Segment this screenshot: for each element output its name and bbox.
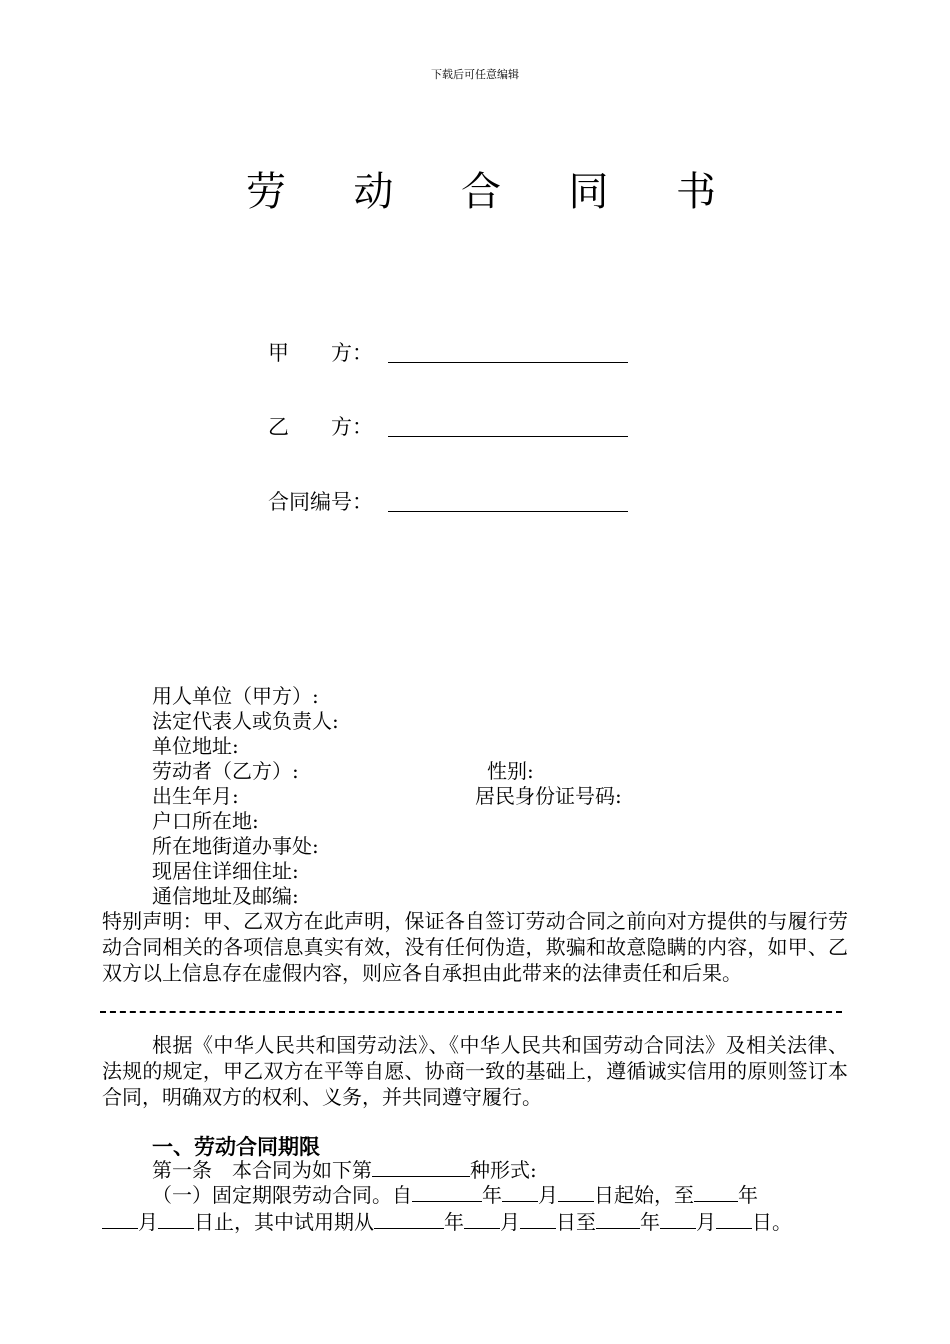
term-text: 月 <box>138 1210 158 1234</box>
party-b-label: 乙 方： <box>268 415 373 439</box>
term-text: （一）固定期限劳动合同。自 <box>152 1183 412 1207</box>
document-title <box>246 160 716 217</box>
address-field: 单位地址: <box>152 734 239 758</box>
title-char: 劳 <box>246 169 286 215</box>
section-heading: 一、劳动合同期限 <box>152 1134 320 1159</box>
end-day-blank[interactable] <box>158 1210 194 1229</box>
probation-end-month-blank[interactable] <box>660 1210 696 1229</box>
probation-end-year-blank[interactable] <box>596 1210 640 1229</box>
end-month-blank[interactable] <box>102 1210 138 1229</box>
contract-no-blank[interactable] <box>388 510 628 512</box>
residence-field: 现居住详细住址: <box>152 859 299 883</box>
employer-field: 用人单位（甲方）: <box>152 684 319 708</box>
preamble-paragraph: 根据《中华人民共和国劳动法》、《中华人民共和国劳动合同法》及相关法律、法规的规定，甲乙双方在平等自愿、协商一致的基础上，遵循诚实信用的原则签订本合同，明确双方的权利、义务，并共同遵守履行。 <box>102 1033 848 1109</box>
birth-field: 出生年月: <box>152 784 239 808</box>
contract-no-label: 合同编号： <box>268 490 373 514</box>
probation-start-day-blank[interactable] <box>520 1210 556 1229</box>
party-a-label: 甲 方： <box>268 341 373 365</box>
special-declaration: 特别声明：甲、乙双方在此声明，保证各自签订劳动合同之前向对方提供的与履行劳动合同相关的各项信息真实有效，没有任何伪造，欺骗和故意隐瞒的内容，如甲、乙双方以上信息存在虚假内容，则应各自承担由此带来的法律责任和后果。 <box>102 909 848 985</box>
street-office-field: 所在地街道办事处: <box>152 834 319 858</box>
party-b-row <box>268 411 628 441</box>
start-year-blank[interactable] <box>412 1183 482 1202</box>
title-char: 动 <box>353 169 394 215</box>
term-text: 日起始，至 <box>594 1183 694 1207</box>
term-text: 月 <box>538 1183 558 1207</box>
article-1 <box>152 1158 537 1183</box>
title-char: 同 <box>568 169 609 215</box>
term-text: 年 <box>738 1183 758 1207</box>
party-a-blank[interactable] <box>388 361 628 363</box>
end-year-blank[interactable] <box>694 1183 738 1202</box>
term-text: 月 <box>696 1210 716 1234</box>
hukou-field: 户口所在地: <box>152 809 259 833</box>
worker-field: 劳动者（乙方）: <box>152 759 299 783</box>
title-char: 合 <box>461 169 501 215</box>
term-text: 日。 <box>752 1210 792 1234</box>
probation-start-month-blank[interactable] <box>464 1210 500 1229</box>
party-b-blank[interactable] <box>388 435 628 437</box>
probation-end-day-blank[interactable] <box>716 1210 752 1229</box>
term-text: 年 <box>444 1210 464 1234</box>
term-text: 月 <box>500 1210 520 1234</box>
legal-rep-field: 法定代表人或负责人: <box>152 709 339 733</box>
term-line-1 <box>152 1183 758 1208</box>
party-a-row <box>268 337 628 367</box>
title-char: 书 <box>676 169 716 215</box>
term-text: 日止，其中试用期从 <box>194 1210 374 1234</box>
term-text: 年 <box>640 1210 660 1234</box>
start-day-blank[interactable] <box>558 1183 594 1202</box>
article-1-suffix: 种形式: <box>470 1158 537 1182</box>
start-month-blank[interactable] <box>502 1183 538 1202</box>
probation-start-year-blank[interactable] <box>374 1210 444 1229</box>
term-text: 年 <box>482 1183 502 1207</box>
form-number-blank[interactable] <box>372 1158 470 1177</box>
header-note: 下载后可任意编辑 <box>431 68 519 81</box>
term-line-2 <box>102 1210 792 1235</box>
id-number-field: 居民身份证号码: <box>475 784 622 808</box>
article-1-prefix: 第一条 本合同为如下第 <box>152 1158 372 1182</box>
dashed-divider <box>100 1011 842 1013</box>
mailing-field: 通信地址及邮编: <box>152 884 299 908</box>
term-text: 日至 <box>556 1210 596 1234</box>
contract-no-row <box>268 486 628 516</box>
gender-field: 性别: <box>487 759 534 783</box>
